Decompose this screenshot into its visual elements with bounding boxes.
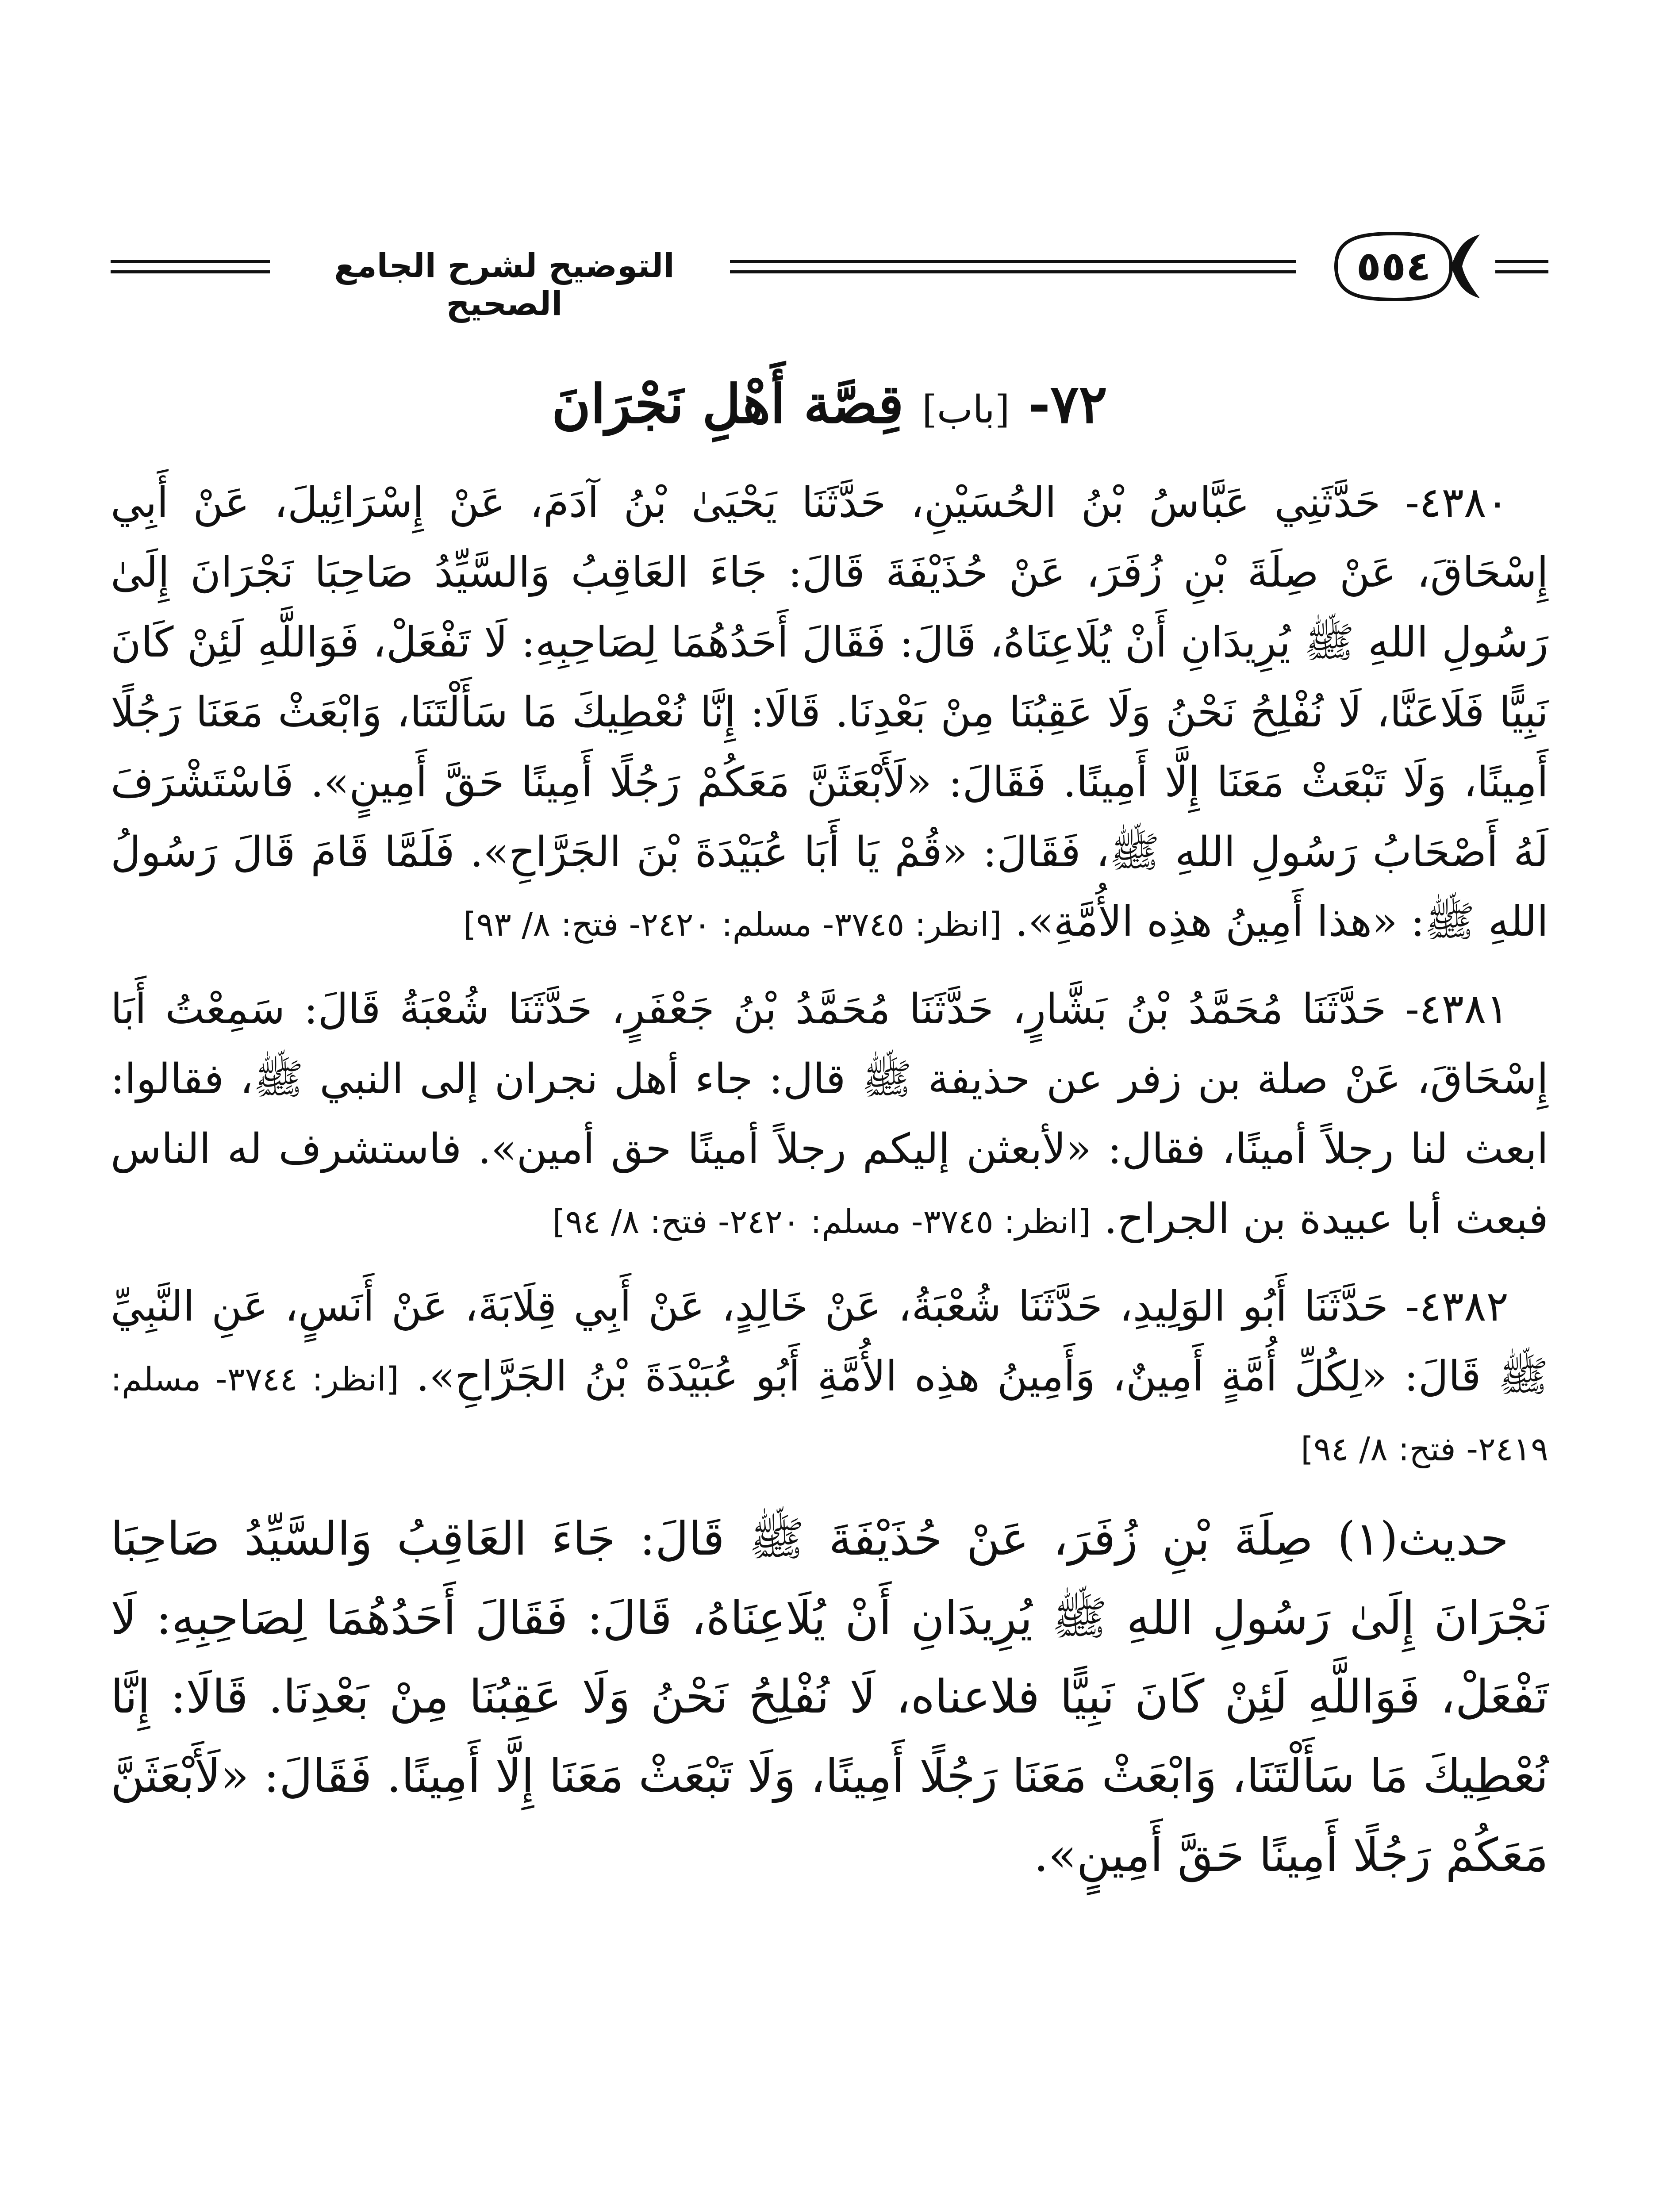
chapter-bracket-label: [باب] (922, 388, 1010, 432)
header-rule-right (1495, 260, 1548, 273)
chapter-number: ٧٢- (1028, 373, 1107, 435)
page-number-ornament (1305, 230, 1491, 303)
hadith-reference: [انظر: ٣٧٤٥- مسلم: ٢٤٢٠- فتح: ٨/ ٩٤] (552, 1203, 1091, 1241)
running-title: التوضيح لشرح الجامع الصحيح (334, 247, 675, 323)
chapter-heading (111, 367, 1548, 442)
hadith-4381 (111, 975, 1548, 1254)
hadith-text: ٤٣٨٠- حَدَّثَنِي عَبَّاسُ بْنُ الحُسَيْنِ، حَدَّثَنَا يَحْيَىٰ بْنُ آدَمَ، عَنْ إِسْرَائِيلَ، عَنْ أَبِي إِسْحَاقَ، عَنْ صِلَةَ بْنِ زُفَرَ، عَنْ حُذَيْفَةَ قَالَ: جَاءَ العَاقِبُ وَالسَّيِّدُ صَاحِبَا نَجْرَانَ إِلَىٰ رَسُولِ اللهِ ﷺ يُرِيدَانِ أَنْ يُلَاعِنَاهُ، قَالَ: فَقَالَ أَحَدُهُمَا لِصَاحِبِهِ: لَا تَفْعَلْ، فَوَاللَّهِ لَئِنْ كَانَ نَبِيًّا فَلَاعَنَّا، لَا نُفْلِحُ نَحْنُ وَلَا عَقِبُنَا مِنْ بَعْدِنَا. قَالَا: إِنَّا نُعْطِيكَ مَا سَأَلْتَنَا، وَابْعَثْ مَعَنَا رَجُلًا أَمِينًا، وَلَا تَبْعَثْ مَعَنَا إِلَّا أَمِينًا. فَقَالَ: «لَأَبْعَثَنَّ مَعَكُمْ رَجُلًا أَمِينًا حَقَّ أَمِينٍ». فَاسْتَشْرَفَ لَهُ أَصْحَابُ رَسُولِ اللهِ ﷺ، فَقَالَ: «قُمْ يَا أَبَا عُبَيْدَةَ بْنَ الجَرَّاحِ». فَلَمَّا قَامَ قَالَ رَسُولُ اللهِ ﷺ: «هذا أَمِينُ هذِه الأُمَّةِ». (111, 479, 1549, 946)
hadith-reference: [انظر: ٣٧٤٤- مسلم: ٢٤١٩- فتح: ٨/ ٩٤] (111, 1360, 1548, 1468)
hadith-4380 (111, 468, 1548, 957)
running-header (111, 230, 1548, 323)
hadith-text: ٤٣٨١- حَدَّثَنَا مُحَمَّدُ بْنُ بَشَّارٍ، حَدَّثَنَا مُحَمَّدُ بْنُ جَعْفَرٍ، حَدَّثَنَا شُعْبَةُ قَالَ: سَمِعْتُ أَبَا إِسْحَاقَ، عَنْ صلة بن زفر عن حذيفة ﷺ قال: جاء أهل نجران إلى النبي ﷺ، فقالوا: ابعث لنا رجلاً أمينًا، فقال: «لأبعثن إليكم رجلاً أمينًا حق أمين». فاستشرف له الناس فبعث أبا عبيدة بن الجراح. (111, 985, 1548, 1244)
main-text (111, 367, 1548, 1895)
hadith-4382 (111, 1272, 1548, 1482)
hadith-reference: [انظر: ٣٧٤٥- مسلم: ٢٤٢٠- فتح: ٨/ ٩٣] (463, 906, 1002, 944)
hadith-text: ٤٣٨٢- حَدَّثَنَا أَبُو الوَلِيدِ، حَدَّثَنَا شُعْبَةُ، عَنْ خَالِدٍ، عَنْ أَبِي قِلَابَةَ، عَنْ أَنَسٍ، عَنِ النَّبِيِّ ﷺ قَالَ: «لِكُلِّ أُمَّةٍ أَمِينٌ، وَأَمِينُ هذِه الأُمَّةِ أَبُو عُبَيْدَةَ بْنُ الجَرَّاحِ». (111, 1282, 1548, 1401)
commentary-paragraph: حديث(١) صِلَةَ بْنِ زُفَرَ، عَنْ حُذَيْفَةَ ﷺ قَالَ: جَاءَ العَاقِبُ وَالسَّيِّدُ صَاحِبَا نَجْرَانَ إِلَىٰ رَسُولِ اللهِ ﷺ يُرِيدَانِ أَنْ يُلَاعِنَاهُ، قَالَ: فَقَالَ أَحَدُهُمَا لِصَاحِبِهِ: لَا تَفْعَلْ، فَوَاللَّهِ لَئِنْ كَانَ نَبِيًّا فلاعناه، لَا نُفْلِحُ نَحْنُ وَلَا عَقِبُنَا مِنْ بَعْدِنَا. قَالَا: إِنَّا نُعْطِيكَ مَا سَأَلْتَنَا، وَابْعَثْ مَعَنَا رَجُلًا أَمِينًا، وَلَا تَبْعَثْ مَعَنَا إِلَّا أَمِينًا. فَقَالَ: «لَأَبْعَثَنَّ مَعَكُمْ رَجُلًا أَمِينًا حَقَّ أَمِينٍ». (111, 1511, 1548, 1882)
header-rule-left (111, 260, 270, 273)
page-number: ٥٥٤ (1356, 242, 1431, 290)
header-rule-middle (730, 260, 1296, 273)
chapter-title: قِصَّة أَهْلِ نَجْرَانَ (552, 373, 904, 435)
